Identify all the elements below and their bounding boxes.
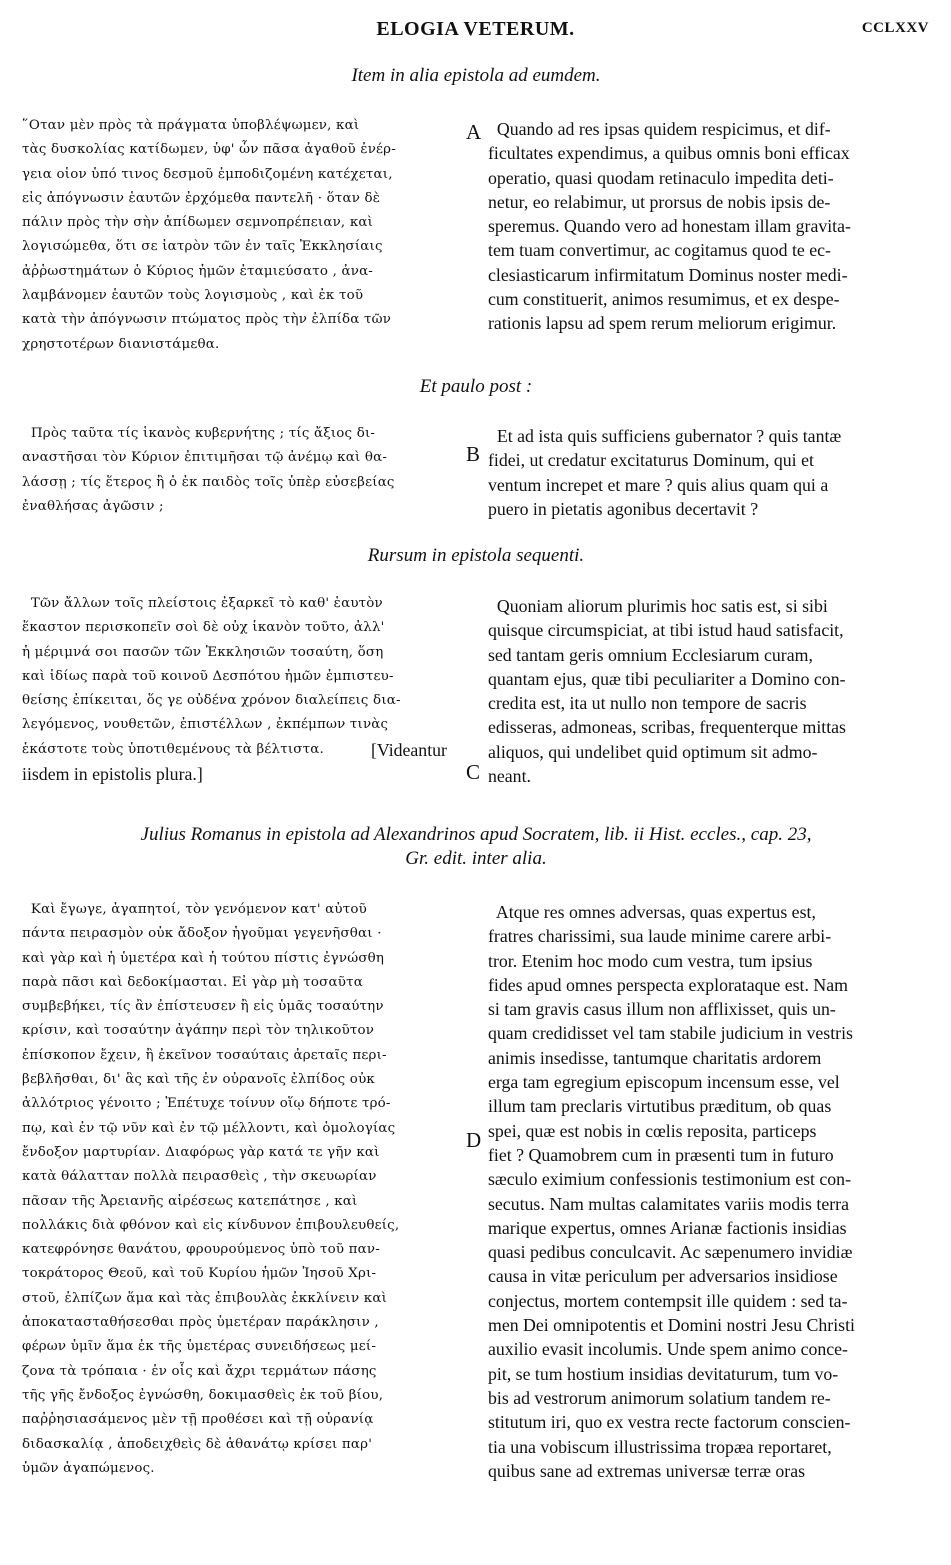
section-heading: Rursum in epistola sequenti. — [367, 545, 585, 566]
latin-column: Quoniam aliorum plurimis hoc satis est, si sibi quisque circumspiciat, at tibi istud haud satisfacit, sed tantam geris omnium Ecclesiarum curam, quantam ejus, quæ tibi peculiariter a Domino con- credita est, ita ut nullo non tempore de sacris edisseras, admoneas, scribas, frequenterque mittas aliquos, qui undelibet quid optimum sit admo- neant. — [488, 596, 846, 787]
greek-column: Τῶν ἄλλων τοῖς πλείστοις ἐξαρκεῖ τὸ καθ' ἑαυτὸν ἕκαστον περισκοπεῖν σοὶ δὲ οὐχ ἱκανὸν τοῦτο, ἀλλ' ἡ μέριμνά σοι πασῶν τῶν Ἐκκλησιῶν τοσαύτη, ὅση καὶ ἰδίως παρὰ τοῦ κοινοῦ Δεσπότου ἡμῶν ἐμπιστευ- θείσης ἐπίκειται, ὅς γε οὐδένα χρόνον διαλείπεις δια- λεγόμενος, νουθετῶν, ἐπιστέλλων , ἐκπέμπων τινὰς ἑκάστοτε τοὺς ὑποτιθεμένους τὰ βέλτιστα. — [22, 596, 401, 757]
latin-column: Quando ad res ipsas quidem respicimus, et dif- ficultates expendimus, a quibus omnis boni efficax operatio, quasi quodam retinaculo impedita deti- netur, eo relabimur, ut prorsus de nobis ipsis de- speremus. Quando vero ad honestam illam gravita- tem tuam convertimur, ac cogitamus quod te ec- clesiasticarum infirmitatum Dominus noster medi- cum constituerit, animos resumimus, et ex despe- rationis lapsu ad spem rerum meliorum erigimur. — [488, 119, 851, 334]
margin-marker: B — [466, 442, 481, 466]
page-number: CCLXXV — [861, 20, 929, 36]
page-header — [0, 18, 951, 48]
section-heading: Et paulo post : — [419, 376, 533, 397]
greek-column: Πρὸς ταῦτα τίς ἱκανὸς κυβερνήτης ; τίς ἄξιος δι- αναστῆσαι τὸν Κύριον ἐπιτιμῆσαι τῷ ἀνέμῳ καὶ θα- λάσσῃ ; τίς ἕτερος ἢ ὁ ἐκ παιδὸς τοῖς ὑπὲρ εὐσεβείας ἐναθλήσας ἀγῶσιν ; — [22, 426, 395, 514]
greek-column-note-end: iisdem in epistolis plura.] — [22, 764, 203, 784]
margin-marker: C — [466, 760, 481, 784]
greek-column: ῞Οταν μὲν πρὸς τὰ πράγματα ὑποβλέψωμεν, καὶ τὰς δυσκολίας κατίδωμεν, ὑφ' ὧν πᾶσα ἀγαθοῦ ἐνέρ- γεια οἱον ὑπό τινος δεσμοῦ ἐμποδιζομένη κατέχεται, εἰς ἀπόγνωσιν ἑαυτῶν ἐρχόμεθα παντελῆ · ὅταν δὲ πάλιν πρὸς τὴν σὴν ἀπίδωμεν σεμνοπρέπειαν, καὶ λογισώμεθα, ὅτι σε ἰατρὸν τῶν ἐν ταῖς Ἐκκλησίαις ἀῤῥωστημάτων ὁ Κύριος ἡμῶν ἐταμιεύσατο , ἀνα- λαμβάνομεν ἑαυτῶν τοὺς λογισμοὺς , καὶ ἐκ τοῦ κατὰ τὴν ἀπόγνωσιν πτώματος πρὸς τὴν ἐλπίδα τῶν χρηστοτέρων διανιστάμεθα. — [22, 118, 396, 352]
latin-column: Et ad ista quis sufficiens gubernator ? quis tantæ fidei, ut credatur excitaturus Dominum, qui et ventum increpet et mare ? quis alius quam qui a puero in pietatis agonibus decertavit ? — [488, 426, 842, 519]
margin-marker: A — [466, 120, 482, 144]
running-title: ELOGIA VETERUM. — [376, 18, 575, 40]
margin-marker: D — [466, 1128, 482, 1152]
greek-column-note: [Videantur — [371, 740, 447, 760]
section-heading: Item in alia epistola ad eumdem. — [351, 65, 601, 86]
section-heading-continued: Gr. edit. inter alia. — [405, 848, 547, 869]
latin-column: Atque res omnes adversas, quas expertus est, fratres charissimi, sua laude minime carere arbi- tror. Etenim hoc modo cum vestra, tum ipsius fides apud omnes perspecta explorataque est. Nam si tam gravis casus illum non afflixisset, quis un- quam credidisset vel tam stabile judicium in vestris animis insedisse, tantumque charitatis ardorem erga tam egregium episcopum incensum esse, vel illum tam preclaris virtutibus præditum, ob quas spei, quæ est nobis in cœlis reposita, particeps fiet ? Quamobrem cum in præsenti tum in futuro sæculo eximium confessionis testimonium est con- secutus. Nam multas calamitates variis modis terra marique expertus, omnes Arianæ factionis insidias quasi pedibus conculcavit. Ac sæpenumero invidiæ causa in vitæ periculum per adversarios insidiose conjectus, mortem contempsit ille quidem : sed ta- men Dei omnipotentis et Domini nostri Jesu Christi auxilio evasit incolumis. Unde spem animo conce- pit, se tum hostium insidias devitaturum, tum vo- bis ad vestrorum animorum solatium tandem re- stitutum iri, quo ex vestra recte factorum conscien- tia una vobiscum illustrissima tropæa reportaret, quibus sane ad extremas universæ terræ oras — [488, 902, 855, 1481]
greek-column: Καὶ ἔγωγε, ἀγαπητοί, τὸν γενόμενον κατ' αὐτοῦ πάντα πειρασμὸν οὐκ ἄδοξον ἡγοῦμαι γεγενῆσθαι · καὶ γὰρ καὶ ἡ ὑμετέρα καὶ ἡ τούτου πίστις ἐγνώσθη παρὰ πᾶσι καὶ δεδοκίμασται. Εἰ γὰρ μὴ τοσαῦτα συμβεβήκει, τίς ἂν ἐπίστευσεν ἢ εἰς ὑμᾶς τοσαύτην κρίσιν, καὶ τοσαύτην ἀγάπην περὶ τὸν τηλικοῦτον ἐπίσκοπον ἔχειν, ἢ ἐκεῖνον τοσαύταις ἀρεταῖς περι- βεβλῆσθαι, δι' ἃς καὶ τῆς ἐν οὐρανοῖς ἐλπίδος οὐκ ἀλλότριος γένοιτο ; Ἐπέτυχε τοίνυν οἵῳ δήποτε τρό- πῳ, καὶ ἐν τῷ νῦν καὶ ἐν τῷ μέλλοντι, καὶ ὁμολογίας ἔνδοξον μαρτυρίαν. Διαφόρως γὰρ κατά τε γῆν καὶ κατὰ θάλατταν πολλὰ πειρασθεὶς , τὴν σκευωρίαν πᾶσαν τῆς Ἀρειανῆς αἱρέσεως κατεπάτησε , καὶ πολλάκις διὰ φθόνον καὶ εἰς κίνδυνον ἐπιβουλευθείς, κατεφρόνησε θανάτου, φρουρούμενος ὑπὸ τοῦ παν- τοκράτορος Θεοῦ, καὶ τοῦ Κυρίου ἡμῶν Ἰησοῦ Χρι- στοῦ, ἐλπίζων ἅμα καὶ τὰς ἐπιβουλὰς ἐκκλίνειν καὶ ἀποκατασταθήσεσθαι πρὸς ὑμετέραν παράκλησιν , φέρων ὑμῖν ἅμα ἐκ τῆς ὑμετέρας συνειδήσεως μεί- ζονα τὰ τρόπαια · ἐν οἷς καὶ ἄχρι τερμάτων πάσης τῆς γῆς ἔνδοξος ἐγνώσθη, δοκιμασθεὶς ἐκ τοῦ βίου, παῤῥησιασάμενος μὲν τῇ προθέσει καὶ τῇ οὐρανίᾳ διδασκαλίᾳ , ἀποδειχθεὶς δὲ ἀθανάτῳ κρίσει παρ' ὑμῶν ἀγαπώμενος. — [22, 902, 400, 1476]
section-heading: Julius Romanus in epistola ad Alexandrinos apud Socratem, lib. ii Hist. eccles., cap. 23, — [140, 824, 812, 845]
